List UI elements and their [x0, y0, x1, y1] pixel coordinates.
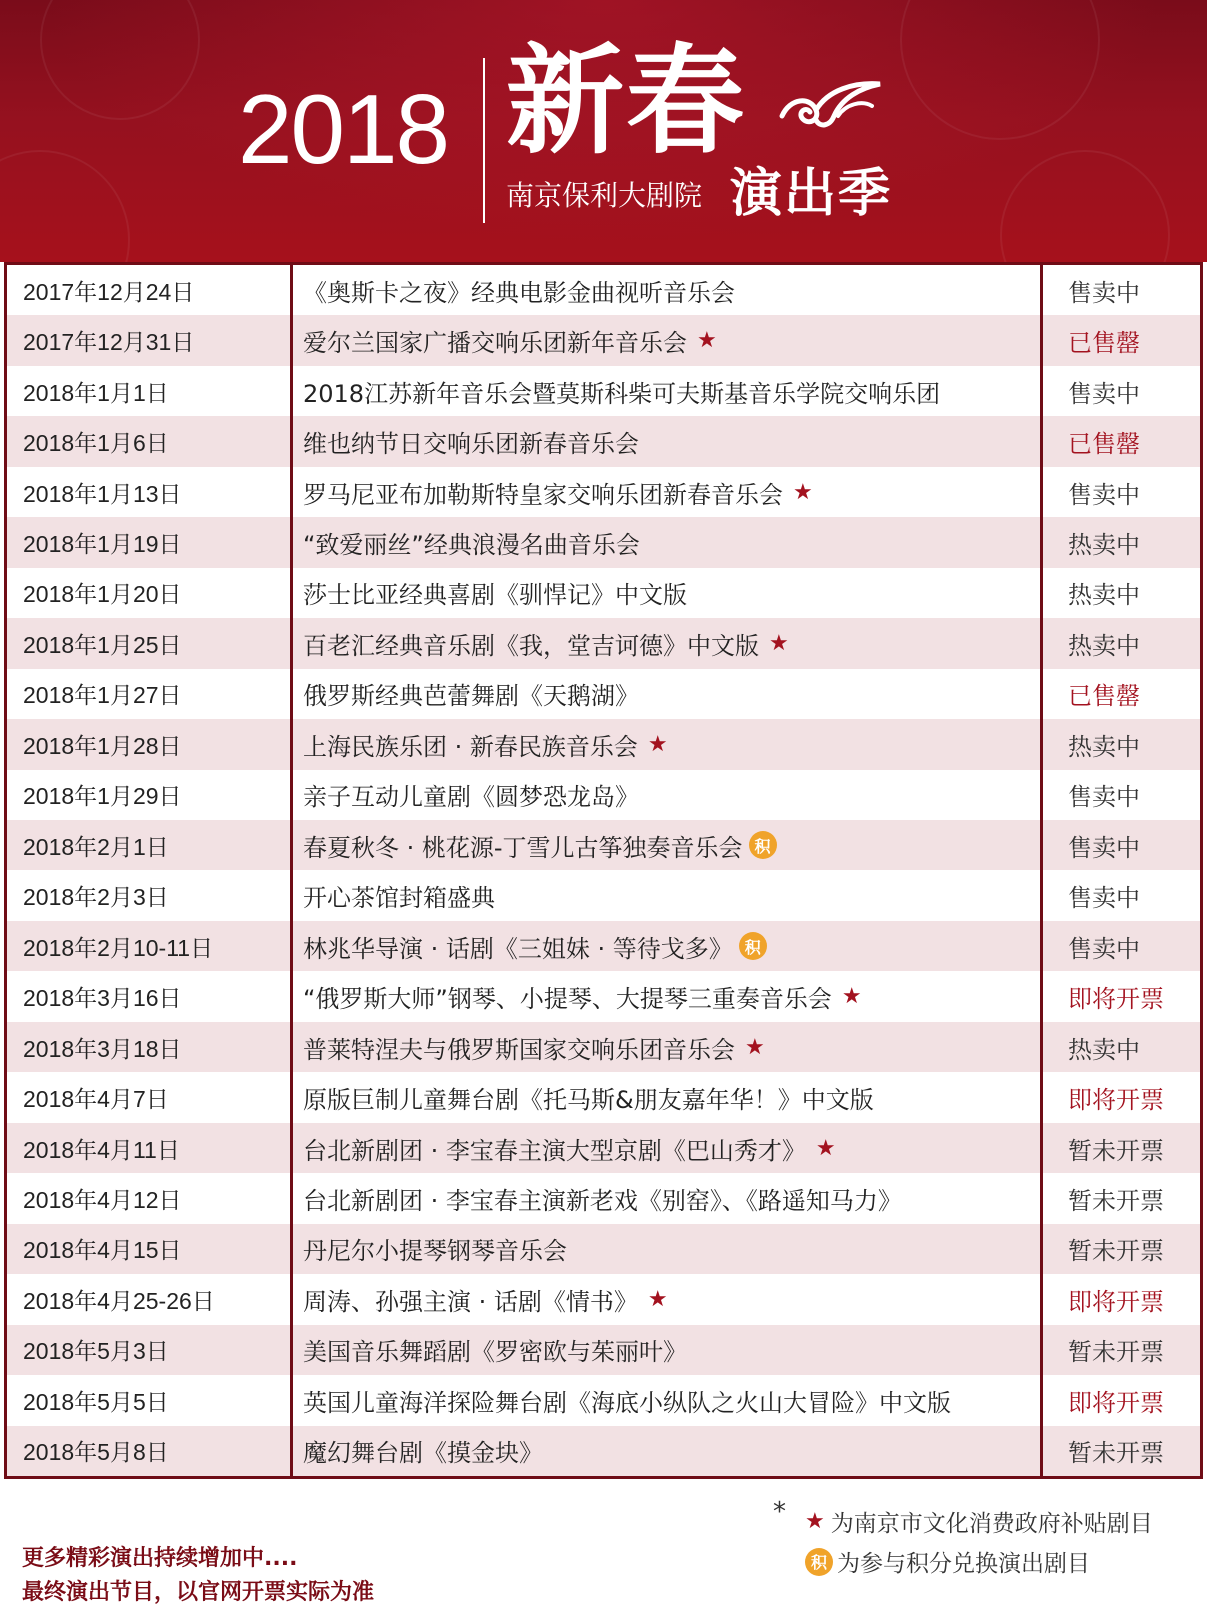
performance-date: 2018年1月19日: [23, 531, 182, 557]
table-row: [7, 921, 1200, 971]
table-row: [7, 770, 1200, 820]
performance-title-cell: [290, 878, 1040, 913]
schedule-table: [4, 262, 1203, 1479]
table-row: [7, 820, 1200, 870]
legend-asterisk: *: [773, 1497, 786, 1527]
table-row: [7, 416, 1200, 466]
ticket-status: 暂未开票: [1068, 1237, 1164, 1266]
performance-title-cell: [290, 475, 1040, 510]
performance-date: 2018年1月29日: [23, 783, 182, 810]
legend-points-text: 为参与积分兑换演出剧目: [837, 1551, 1090, 1577]
ticket-status: 暂未开票: [1068, 1186, 1164, 1215]
performance-title: 魔幻舞台剧《摸金块》: [303, 1439, 543, 1468]
performance-title-cell: [290, 1282, 1040, 1317]
performance-title: 亲子互动儿童剧《圆梦恐龙岛》: [303, 783, 639, 812]
performance-date: 2018年1月25日: [23, 631, 182, 658]
performance-title-cell: [290, 1332, 1040, 1367]
ticket-status: 暂未开票: [1068, 1439, 1164, 1468]
points-icon: 积: [805, 1548, 833, 1576]
decorative-swirl: [40, 0, 200, 120]
points-icon: 积: [739, 932, 767, 960]
header-season: 演出季: [730, 164, 893, 224]
ticket-status: 暂未开票: [1068, 1338, 1164, 1367]
ticket-status: 热卖中: [1068, 1035, 1140, 1064]
performance-title: 莎士比亚经典喜剧《驯悍记》中文版: [303, 581, 687, 610]
performance-date: 2018年2月3日: [23, 884, 169, 911]
performance-date: 2018年4月15日: [23, 1237, 182, 1264]
performance-date: 2018年4月12日: [23, 1186, 182, 1213]
table-row: [7, 517, 1200, 567]
venue-name: 南京保利大剧院: [506, 179, 703, 212]
ticket-status: 售卖中: [1068, 278, 1140, 307]
table-row: [7, 1274, 1200, 1324]
ticket-status: 已售罄: [1068, 430, 1140, 459]
performance-date: 2018年1月13日: [23, 480, 182, 507]
performance-title: 开心茶馆封箱盛典: [303, 884, 495, 913]
ticket-status: 售卖中: [1068, 833, 1140, 862]
performance-title: 林兆华导演 · 话剧《三姐妹 · 等待戈多》: [303, 934, 733, 963]
ticket-status: 已售罄: [1068, 682, 1140, 711]
header-year: 2018: [238, 74, 449, 184]
performance-date: 2018年2月1日: [23, 833, 169, 860]
star-icon: ★: [815, 1135, 836, 1161]
table-row: [7, 1426, 1200, 1476]
performance-title: 原版巨制儿童舞台剧《托马斯&朋友嘉年华！》中文版: [303, 1086, 874, 1115]
performance-date: 2018年3月16日: [23, 985, 182, 1012]
performance-title: 丹尼尔小提琴钢琴音乐会: [303, 1237, 567, 1266]
performance-title: “俄罗斯大师”钢琴、小提琴、大提琴三重奏音乐会: [303, 985, 832, 1014]
performance-date: 2018年1月1日: [23, 379, 169, 406]
star-icon: ★: [769, 630, 789, 656]
table-row: [7, 971, 1200, 1021]
performance-title-cell: [290, 1080, 1040, 1115]
table-row: [7, 1123, 1200, 1173]
performance-title: 台北新剧团 · 李宝春主演新老戏《别窑》、《路遥知马力》: [303, 1186, 902, 1215]
performance-title: 普莱特涅夫与俄罗斯国家交响乐团音乐会: [303, 1035, 735, 1064]
star-icon: ★: [647, 1286, 668, 1312]
column-divider: [1040, 265, 1043, 1476]
star-icon: ★: [841, 984, 862, 1010]
decorative-swirl: [0, 150, 130, 262]
cloud-flourish-icon: [776, 76, 884, 138]
performance-title-cell: [290, 929, 1040, 964]
table-row: [7, 1072, 1200, 1122]
decorative-swirl: [900, 0, 1100, 140]
performance-title-cell: [290, 1231, 1040, 1266]
decorative-swirl: [1000, 150, 1170, 262]
performance-title-cell: [290, 727, 1040, 762]
star-icon: ★: [805, 1509, 825, 1534]
performance-date: 2018年1月6日: [23, 430, 169, 457]
performance-date: 2018年5月3日: [23, 1338, 169, 1365]
legend-star-text: 为南京市文化消费政府补贴剧目: [830, 1511, 1153, 1537]
performance-date: 2018年3月18日: [23, 1035, 182, 1062]
performance-title-cell: [290, 979, 1040, 1014]
ticket-status: 即将开票: [1068, 1287, 1164, 1316]
ticket-status: 已售罄: [1068, 329, 1140, 358]
table-row: [7, 315, 1200, 365]
star-icon: ★: [745, 1034, 765, 1060]
ticket-status: 暂未开票: [1068, 1136, 1164, 1165]
header-banner: [0, 0, 1207, 262]
performance-date: 2018年4月7日: [23, 1086, 169, 1113]
table-row: [7, 1375, 1200, 1425]
star-icon: ★: [793, 479, 813, 505]
star-icon: ★: [647, 731, 668, 757]
performance-title: 罗马尼亚布加勒斯特皇家交响乐团新春音乐会: [303, 480, 783, 509]
table-row: [7, 1224, 1200, 1274]
performance-date: 2018年1月20日: [23, 581, 182, 608]
performance-date: 2017年12月24日: [23, 278, 195, 305]
ticket-status: 热卖中: [1068, 631, 1140, 660]
ticket-status: 售卖中: [1068, 884, 1140, 913]
performance-date: 2018年4月11日: [23, 1136, 180, 1163]
ticket-status: 热卖中: [1068, 732, 1140, 761]
performance-title-cell: [290, 273, 1040, 308]
performance-date: 2018年5月8日: [23, 1439, 169, 1466]
performance-title: 英国儿童海洋探险舞台剧《海底小纵队之火山大冒险》中文版: [303, 1388, 951, 1417]
performance-title-cell: [290, 1433, 1040, 1468]
ticket-status: 售卖中: [1068, 480, 1140, 509]
table-row: [7, 467, 1200, 517]
header-divider: [483, 58, 485, 223]
ticket-status: 热卖中: [1068, 581, 1140, 610]
performance-date: 2018年5月5日: [23, 1388, 169, 1415]
performance-title-cell: [290, 525, 1040, 560]
performance-title-cell: [290, 323, 1040, 358]
ticket-status: 售卖中: [1068, 783, 1140, 812]
performance-title: 《奥斯卡之夜》经典电影金曲视听音乐会: [303, 278, 735, 307]
table-row: [7, 871, 1200, 921]
performance-title: 美国音乐舞蹈剧《罗密欧与茱丽叶》: [303, 1338, 687, 1367]
points-icon: 积: [749, 831, 777, 859]
performance-title-cell: [290, 676, 1040, 711]
ticket-status: 即将开票: [1068, 1086, 1164, 1115]
performance-title: 春夏秋冬 · 桃花源-丁雪儿古筝独奏音乐会: [303, 833, 743, 862]
performance-title-cell: [290, 828, 1040, 863]
performance-title: 百老汇经典音乐剧《我，堂吉诃德》中文版: [303, 631, 759, 660]
performance-date: 2018年4月25-26日: [23, 1287, 215, 1314]
performance-title: 台北新剧团 · 李宝春主演大型京剧《巴山秀才》: [303, 1136, 806, 1165]
performance-title-cell: [290, 424, 1040, 459]
star-icon: ★: [697, 328, 717, 354]
performance-title: “致爱丽丝”经典浪漫名曲音乐会: [303, 531, 640, 559]
table-row: [7, 719, 1200, 769]
table-row: [7, 1325, 1200, 1375]
performance-title: 2018江苏新年音乐会暨莫斯科柴可夫斯基音乐学院交响乐团: [303, 379, 941, 408]
performance-title: 爱尔兰国家广播交响乐团新年音乐会: [303, 329, 687, 358]
performance-title-cell: [290, 575, 1040, 610]
performance-title: 周涛、孙强主演 · 话剧《情书》: [303, 1287, 638, 1316]
ticket-status: 即将开票: [1068, 1388, 1164, 1417]
performance-title-cell: [290, 1383, 1040, 1418]
table-row: [7, 669, 1200, 719]
performance-title-cell: [290, 1131, 1040, 1166]
legend-points: [805, 1545, 1090, 1578]
column-divider: [290, 265, 293, 1476]
performance-date: 2018年2月10-11日: [23, 934, 214, 961]
footer-note: 最终演出节目，以官网开票实际为准: [22, 1580, 375, 1605]
performance-date: 2018年1月27日: [23, 682, 182, 709]
performance-title-cell: [290, 374, 1040, 409]
legend-star: [805, 1505, 1153, 1538]
ticket-status: 售卖中: [1068, 934, 1140, 963]
performance-title: 上海民族乐团 · 新春民族音乐会: [303, 732, 638, 761]
performance-date: 2018年1月28日: [23, 732, 182, 759]
performance-date: 2017年12月31日: [23, 329, 195, 356]
performance-title: 维也纳节日交响乐团新春音乐会: [303, 430, 639, 459]
table-row: [7, 366, 1200, 416]
performance-title-cell: [290, 1030, 1040, 1065]
performance-title: 俄罗斯经典芭蕾舞剧《天鹅湖》: [303, 682, 639, 711]
table-row: [7, 265, 1200, 315]
table-row: [7, 568, 1200, 618]
ticket-status: 即将开票: [1068, 985, 1164, 1014]
table-row: [7, 1173, 1200, 1223]
performance-title-cell: [290, 626, 1040, 661]
footer-note: 更多精彩演出持续增加中....: [22, 1546, 298, 1571]
performance-title-cell: [290, 777, 1040, 812]
performance-title-cell: [290, 1181, 1040, 1216]
ticket-status: 售卖中: [1068, 379, 1140, 408]
table-row: [7, 618, 1200, 668]
ticket-status: 热卖中: [1068, 531, 1140, 559]
table-row: [7, 1022, 1200, 1072]
header-title: 新春: [506, 32, 747, 170]
